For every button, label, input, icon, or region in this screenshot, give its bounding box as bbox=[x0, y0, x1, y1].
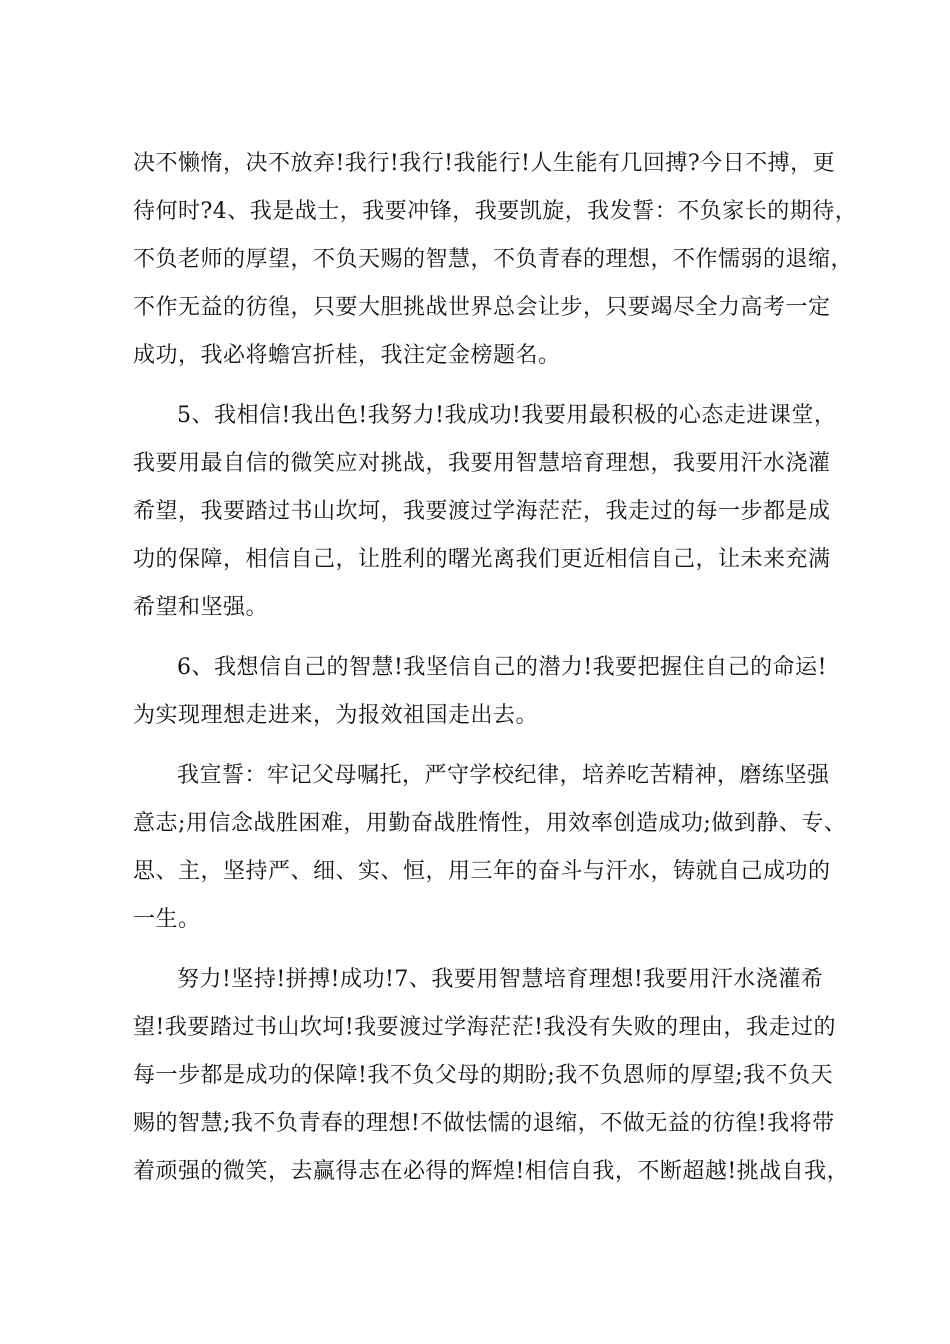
text-line: 望!我要踏过书山坎坷!我要渡过学海茫茫!我没有失败的理由，我走过的 bbox=[133, 1015, 837, 1040]
text-line: 决不懒惰，决不放弃!我行!我行!我能行!人生能有几回搏?今日不搏，更 bbox=[133, 151, 836, 176]
paragraph-4 bbox=[133, 752, 847, 944]
text-line: 6、我想信自己的智慧!我坚信自己的潜力!我要把握住自己的命运! bbox=[177, 655, 828, 680]
text-line: 我要用最自信的微笑应对挑战，我要用智慧培育理想，我要用汗水浇灌 bbox=[133, 451, 831, 476]
text-line: 希望，我要踏过书山坎坷，我要渡过学海茫茫，我走过的每一步都是成 bbox=[133, 499, 831, 524]
text-line: 不负老师的厚望，不负天赐的智慧，不负青春的理想，不作懦弱的退缩， bbox=[133, 247, 854, 272]
document-body bbox=[133, 140, 858, 1208]
paragraph-5 bbox=[133, 956, 850, 1196]
text-line: 思、主，坚持严、细、实、恒，用三年的奋斗与汗水，铸就自己成功的 bbox=[133, 859, 831, 884]
text-line: 功的保障，相信自己，让胜利的曙光离我们更近相信自己，让未来充满 bbox=[133, 547, 831, 572]
text-line: 着顽强的微笑，去赢得志在必得的辉煌!相信自我，不断超越!挑战自我， bbox=[133, 1159, 850, 1184]
paragraph-2 bbox=[133, 392, 837, 632]
paragraph-1 bbox=[133, 140, 858, 380]
text-line: 希望和坚强。 bbox=[133, 595, 269, 620]
text-line: 我宣誓：牢记父母嘱托，严守学校纪律，培养吃苦精神，磨练坚强 bbox=[177, 763, 830, 788]
text-line: 一生。 bbox=[133, 907, 201, 932]
paragraph-3 bbox=[133, 644, 833, 740]
text-line: 成功，我必将蟾宫折桂，我注定金榜题名。 bbox=[133, 343, 561, 368]
text-line: 赐的智慧;我不负青春的理想!不做怯懦的退缩，不做无益的彷徨!我将带 bbox=[133, 1111, 835, 1136]
text-line: 5、我相信!我出色!我努力!我成功!我要用最积极的心态走进课堂， bbox=[177, 403, 837, 428]
text-line: 每一步都是成功的保障!我不负父母的期盼;我不负恩师的厚望;我不负天 bbox=[133, 1063, 834, 1088]
text-line: 意志;用信念战胜困难，用勤奋战胜惰性，用效率创造成功;做到静、专、 bbox=[133, 811, 847, 836]
text-line: 为实现理想走进来，为报效祖国走出去。 bbox=[133, 703, 539, 728]
text-line: 努力!坚持!拼搏!成功!7、我要用智慧培育理想!我要用汗水浇灌希 bbox=[177, 967, 824, 992]
text-line: 不作无益的彷徨，只要大胆挑战世界总会让步，只要竭尽全力高考一定 bbox=[133, 295, 831, 320]
text-line: 待何时?4、我是战士，我要冲锋，我要凯旋，我发誓：不负家长的期待， bbox=[133, 199, 858, 224]
